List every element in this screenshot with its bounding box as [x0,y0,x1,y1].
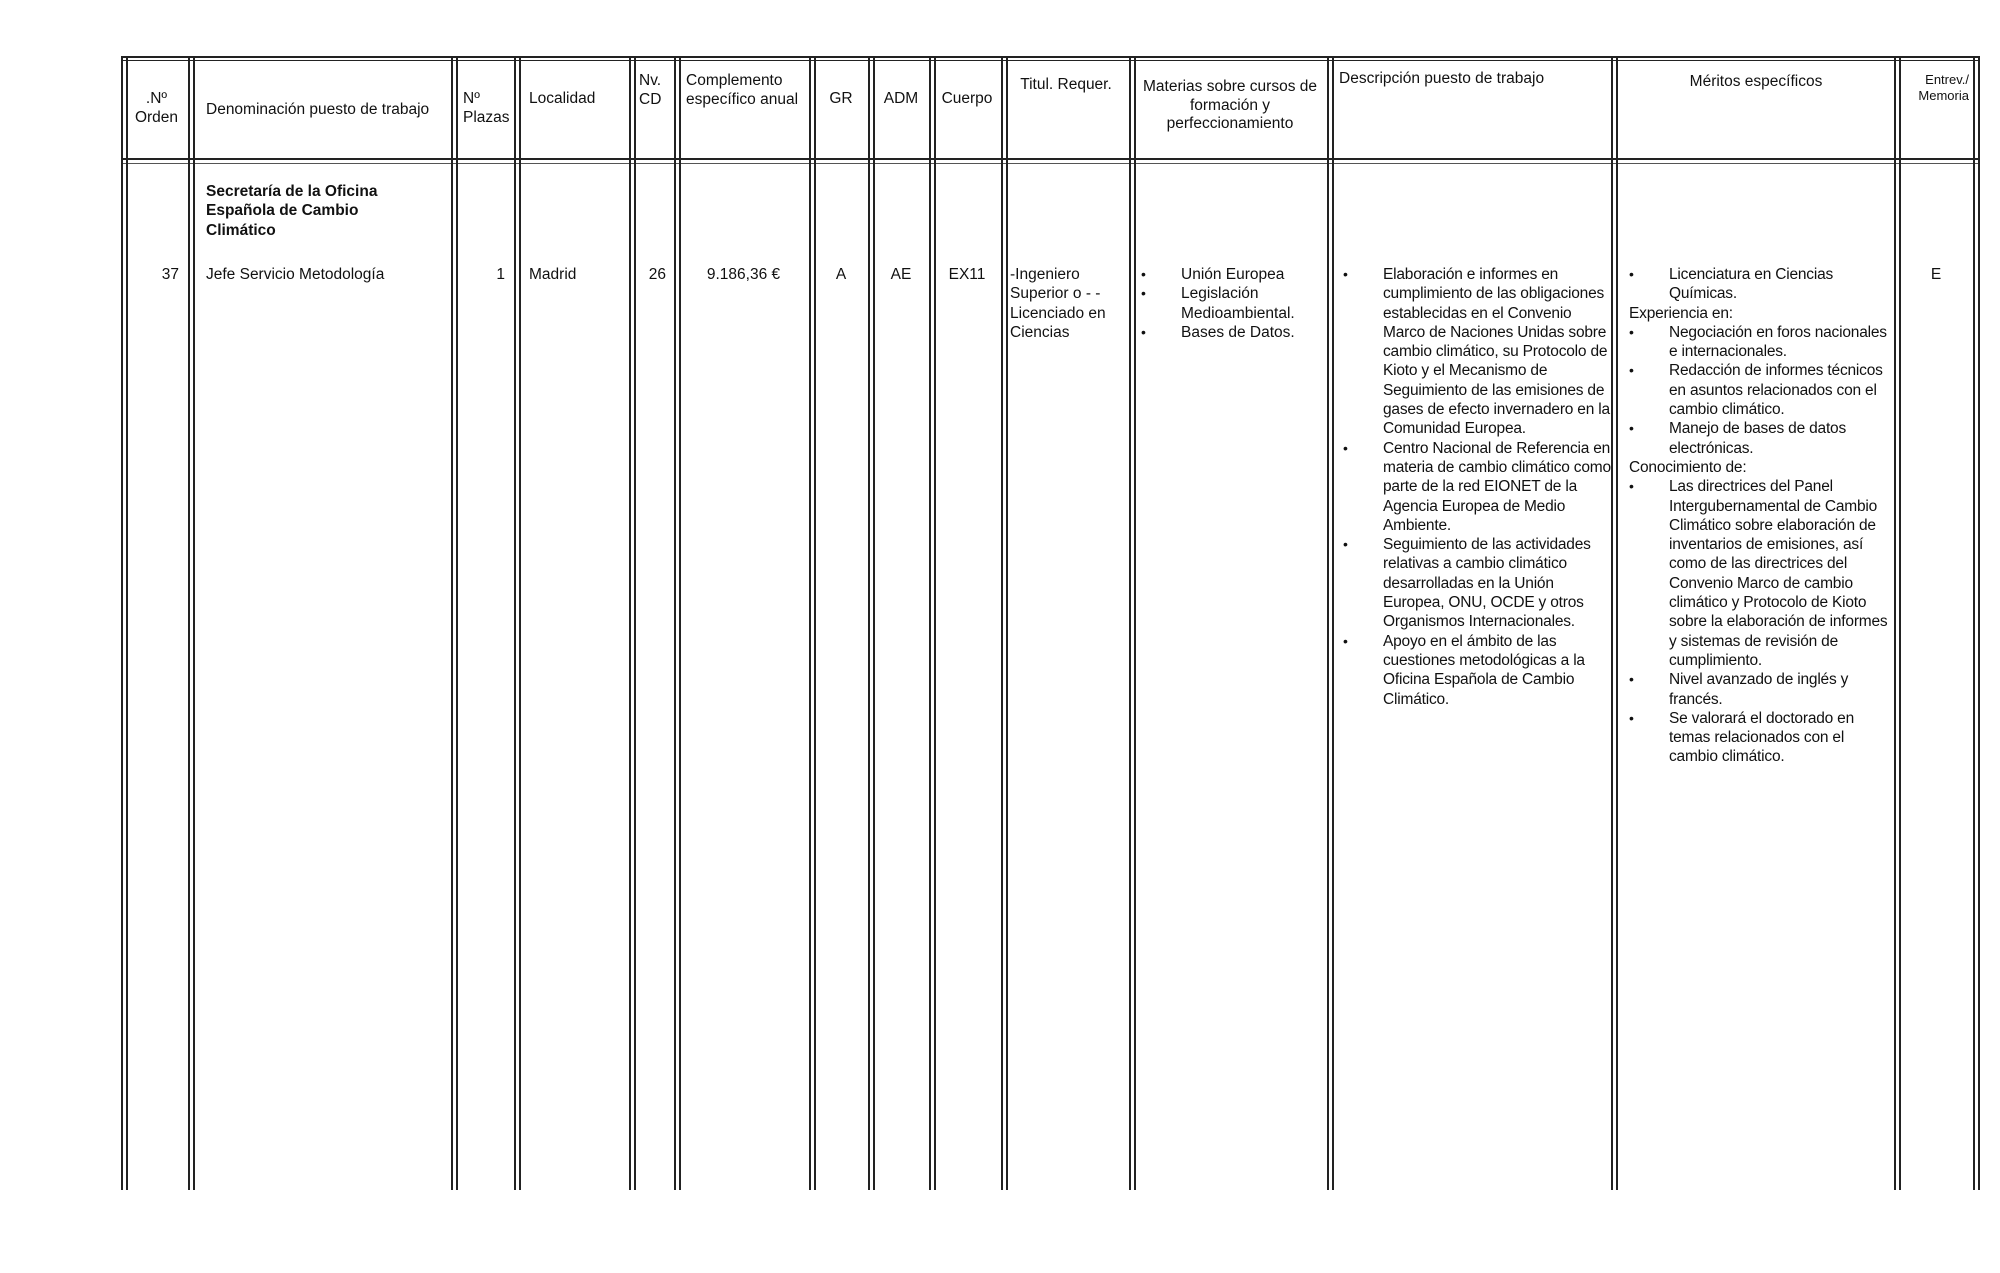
cell-nivel-cd: 26 [648,266,666,283]
list-item: • Las directrices del Panel Intergubernamental de Cambio Climático sobre elaboración de inventarios de emisiones, así como de las directrices del Convenio Marco de cambio climático y Protocolo de Kioto sobre la elaboración de informes y sistemas de revisión de cumplimiento. [1629,477,1891,670]
table-top-border-inner [121,60,1979,61]
experiencia-label: Experiencia en: [1629,304,1733,322]
header-nivel-cd: Nv. CD [639,72,662,108]
col-divider [809,56,811,1190]
col-divider [929,56,931,1190]
col-divider [514,56,516,1190]
header-divider [121,158,1979,160]
col-divider [868,56,870,1190]
col-divider [1327,56,1329,1190]
header-localidad: Localidad [529,90,596,107]
conocimiento-label: Conocimiento de: [1629,458,1747,476]
cell-complemento: 9.186,36 € [706,266,781,283]
header-descripcion: Descripción puesto de trabajo [1339,70,1545,87]
list-item: • Seguimiento de las actividades relativas a cambio climático desarrolladas en la Unión Europea, ONU, OCDE y otros Organismos Internacionales. [1343,535,1611,631]
cell-titulacion: -Ingeniero Superior o - - Licenciado en Ciencias [1010,266,1106,341]
col-divider [1129,56,1131,1190]
cell-localidad: Madrid [529,266,577,283]
cell-denominacion: Jefe Servicio Metodología [206,266,385,283]
header-titulacion: Titul. Requer. [1020,76,1112,93]
cell-descripcion [1343,265,1611,709]
header-plazas: Nº Plazas [463,90,510,126]
cell-entrevista: E [1930,266,1942,283]
section-title: Secretaría de la Oficina Española de Cambio Climático [206,183,378,239]
list-item: • Centro Nacional de Referencia en materia de cambio climático como parte de la red EIONET de la Agencia Europea de Medio Ambiente. [1343,439,1611,535]
header-divider-inner [121,163,1979,164]
header-meritos: Méritos específicos [1689,73,1823,90]
col-divider [1894,56,1896,1190]
job-table [121,56,1979,1190]
table-top-border [121,56,1979,58]
cell-orden: 37 [161,266,179,283]
list-item: • Legislación Medioambiental. [1141,284,1323,323]
list-item: • Unión Europea [1141,265,1323,284]
col-divider [451,56,453,1190]
header-gr: GR [829,90,853,107]
list-item: • Elaboración e informes en cumplimiento de las obligaciones establecidas en el Convenio Marco de Naciones Unidas sobre cambio climático, su Protocolo de Kioto y el Mecanismo de Seguimiento de las emisiones de gases de efecto invernadero en la Comunidad Europea. [1343,265,1611,439]
header-materias: Materias sobre cursos de formación y perfeccionamiento [1142,78,1318,132]
list-item: • Se valorará el doctorado en temas relacionados con el cambio climático. [1629,709,1891,767]
col-divider [121,56,123,1190]
list-item: • Nivel avanzado de inglés y francés. [1629,670,1891,709]
cell-plazas: 1 [496,266,505,283]
col-divider [188,56,190,1190]
list-item: • Manejo de bases de datos electrónicas. [1629,419,1891,458]
list-item: • Apoyo en el ámbito de las cuestiones metodológicas a la Oficina Española de Cambio Climático. [1343,632,1611,709]
col-divider [629,56,631,1190]
list-item: • Redacción de informes técnicos en asuntos relacionados con el cambio climático. [1629,361,1891,419]
header-orden: .Nº Orden [134,90,179,126]
list-item: • Bases de Datos. [1141,323,1323,342]
header-adm: ADM [883,90,919,107]
col-divider [674,56,676,1190]
cell-materias [1141,265,1323,342]
list-item: • Negociación en foros nacionales e internacionales. [1629,323,1891,362]
cell-gr: A [835,266,847,283]
col-divider [1001,56,1003,1190]
header-entrevista: Entrev./ Memoria [1918,72,1969,103]
list-item: • Licenciatura en Ciencias Químicas. [1629,265,1891,304]
header-complemento: Complemento específico anual [686,72,799,108]
header-denominacion: Denominación puesto de trabajo [206,101,430,118]
cell-adm: AE [890,266,912,283]
col-divider [1611,56,1613,1190]
cell-cuerpo: EX11 [948,266,986,283]
col-divider [1973,56,1975,1190]
header-cuerpo: Cuerpo [941,90,993,107]
cell-meritos [1629,265,1891,767]
